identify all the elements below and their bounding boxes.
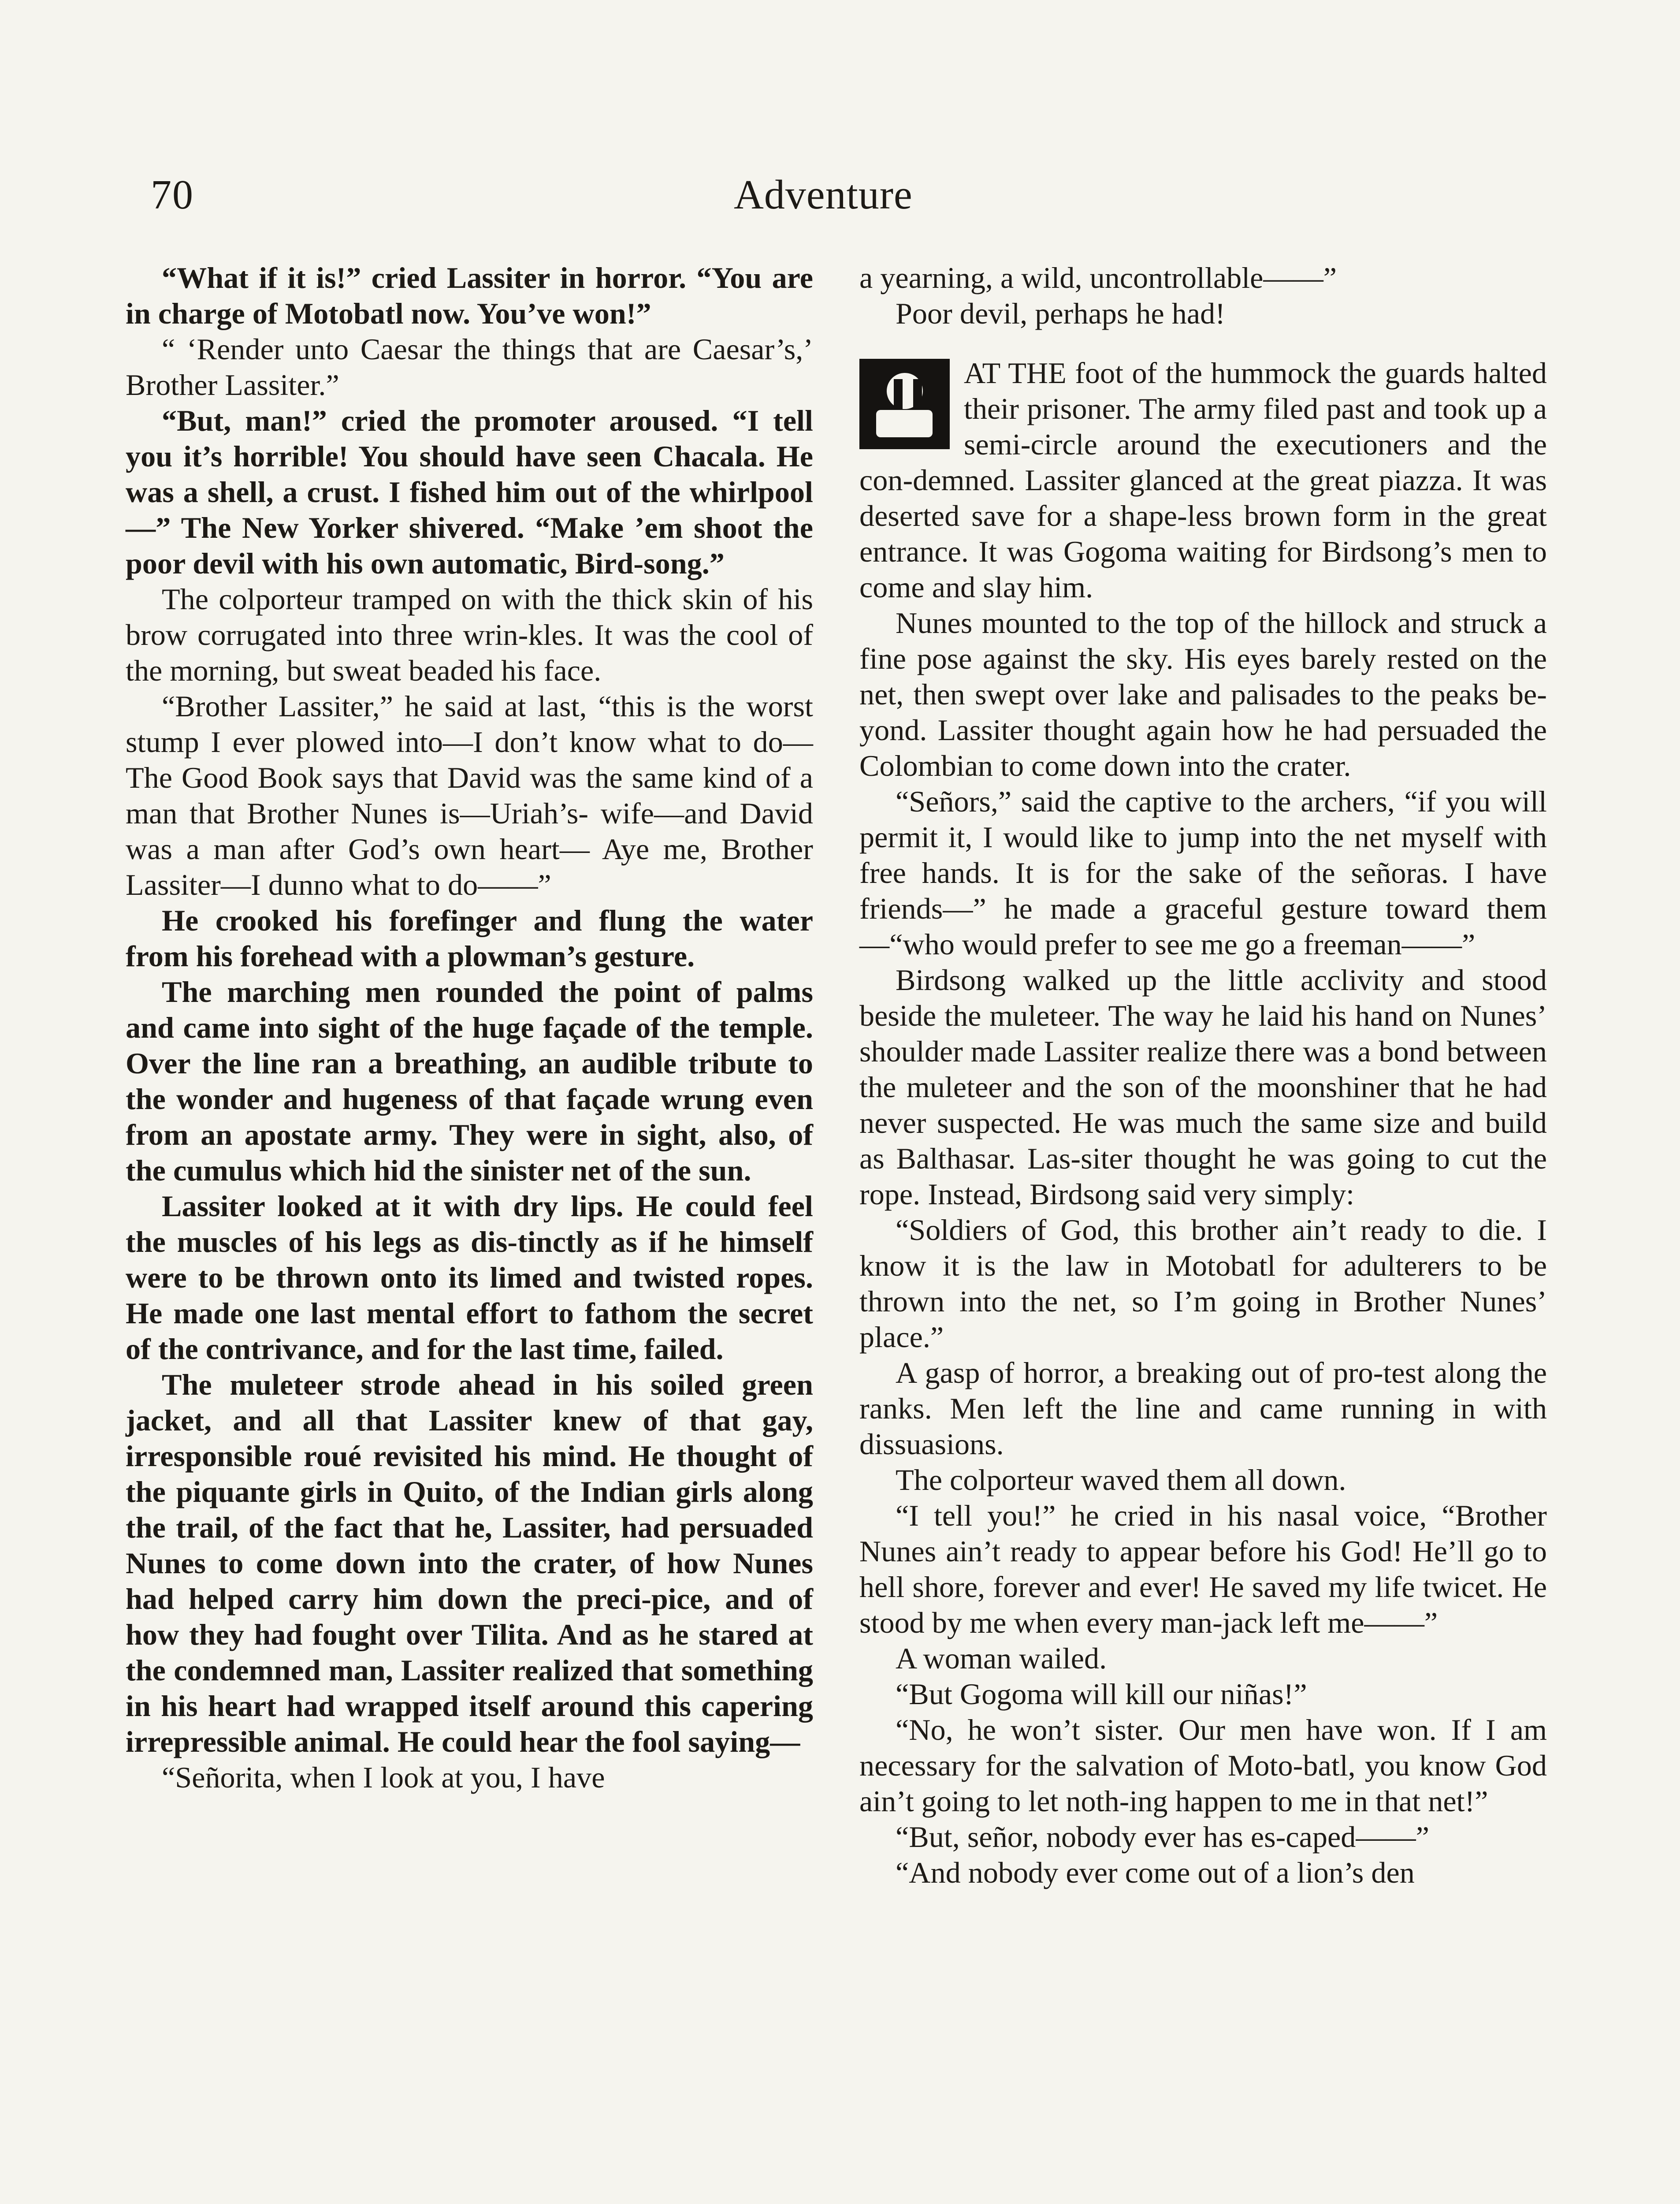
paragraph: “Señorita, when I look at you, I have — [162, 1761, 605, 1794]
paragraph: Poor devil, perhaps he had! — [896, 297, 1225, 330]
paragraph: The muleteer strode ahead in his soiled green jacket, and all that Lassiter knew of that gay, irresponsible roué revisited his mind. He thought of the piquante girls in Quito, of the Indian girls along the trail, of the fact that he, Lassiter, had persuaded Nunes to come down into the crater, of how Nunes had helped carry him down the preci-pice, and of how they had fought over Tilita. And as he stared at the condemned man, Lassiter realized that something in his heart had wrapped itself around this capering irrepressible animal. He could hear the fool saying— — [126, 1368, 813, 1758]
paragraph: Nunes mounted to the top of the hillock and struck a fine pose against the sky. His eyes barely rested on the net, then swept over lake and palisades to the peaks be-yond. Lassiter thought again how he had persuaded the Colombian to come down into the crater. — [859, 606, 1547, 782]
paragraph: “ ‘Render unto Caesar the things that are Caesar’s,’ Brother Lassiter.” — [126, 332, 813, 402]
paragraph: A woman wailed. — [896, 1642, 1107, 1675]
paragraph: “Brother Lassiter,” he said at last, “this is the worst stump I ever plowed into—I don’t know what to do— The Good Book says that David was the same kind of a man that Brother Nunes is—Uriah’s- wife—and David was a man after God’s own heart— Aye me, Brother Lassiter—I dunno what to do——” — [126, 689, 813, 901]
paragraph: “But Gogoma will kill our niñas!” — [896, 1677, 1307, 1711]
paragraph: a yearning, a wild, uncontrollable——” — [859, 261, 1337, 294]
paragraph: “And nobody ever come out of a lion’s den — [896, 1856, 1415, 1889]
paragraph: “Señors,” said the captive to the archers, “if you will permit it, I would like to jump into the net myself with free hands. It is for the sake of the señoras. I have friends—” he made a graceful gesture toward them—“who would prefer to see me go a freeman——” — [859, 785, 1547, 961]
page-title: Adventure — [734, 172, 913, 218]
right-text-column — [859, 260, 1547, 1891]
paragraph: A gasp of horror, a breaking out of pro-test along the ranks. Men left the line and came running in with dissuasions. — [859, 1356, 1547, 1461]
paragraph: “What if it is!” cried Lassiter in horror. “You are in charge of Motobatl now. You’ve won!” — [126, 261, 813, 330]
paragraph: Lassiter looked at it with dry lips. He could feel the muscles of his legs as dis-tinctly as if he himself were to be thrown onto its limed and twisted ropes. He made one last mental effort to fathom the secret of the contrivance, and for the last time, failed. — [126, 1189, 813, 1366]
page-number: 70 — [151, 172, 194, 218]
paragraph: Birdsong walked up the little acclivity and stood beside the muleteer. The way he laid his hand on Nunes’ shoulder made Lassiter realize there was a bond between the muleteer and the son of the moonshiner that he had never suspected. He was much the same size and build as Balthasar. Las-siter thought he was going to cut the rope. Instead, Birdsong said very simply: — [859, 963, 1547, 1211]
paragraph: The colporteur tramped on with the thick skin of his brow corrugated into three wrin-kles. It was the cool of the morning, but sweat beaded his face. — [126, 582, 813, 687]
paragraph: “No, he won’t sister. Our men have won. If I am necessary for the salvation of Moto-batl, you know God ain’t going to let noth-ing happen to me in that net!” — [859, 1713, 1547, 1818]
paragraph: “Soldiers of God, this brother ain’t ready to die. I know it is the law in Motobatl for adulterers to be thrown into the net, so I’m going in Brother Nunes’ place.” — [859, 1213, 1547, 1354]
paragraph: The marching men rounded the point of palms and came into sight of the huge façade of the temple. Over the line ran a breathing, an audible tribute to the wonder and hugeness of that façade wrung even from an apostate army. They were in sight, also, of the cumulus which hid the sinister net of the sun. — [126, 975, 813, 1187]
paragraph: The colporteur waved them all down. — [896, 1463, 1346, 1497]
paragraph: “But, señor, nobody ever has es-caped——” — [896, 1820, 1429, 1854]
paragraph: He crooked his forefinger and flung the water from his forehead with a plowman’s gesture. — [126, 904, 813, 973]
decorative-initial-icon — [859, 359, 950, 449]
paragraph: “I tell you!” he cried in his nasal voice, “Brother Nunes ain’t ready to appear before his God! He’ll go to hell shore, forever and ever! He saved my life twicet. He stood by me when every man-jack left me——” — [859, 1499, 1547, 1639]
page-header — [145, 174, 1538, 236]
paragraph: “But, man!” cried the promoter aroused. “I tell you it’s horrible! You should have seen Chacala. He was a shell, a crust. I fished him out of the whirlpool—” The New Yorker shivered. “Make ’em shoot the poor devil with his own automatic, Bird-song.” — [126, 404, 813, 580]
section-opening — [859, 355, 1547, 605]
section-opening-text: AT THE foot of the hummock the guards halted their prisoner. The army filed past and took up a semi-circle around the executioners and the con-demned. Lassiter glanced at the great piazza. It was deserted save for a shape-less brown form in the great entrance. It was Gogoma waiting for Birdsong’s men to come and slay him. — [859, 356, 1547, 604]
left-text-column — [126, 260, 813, 1795]
